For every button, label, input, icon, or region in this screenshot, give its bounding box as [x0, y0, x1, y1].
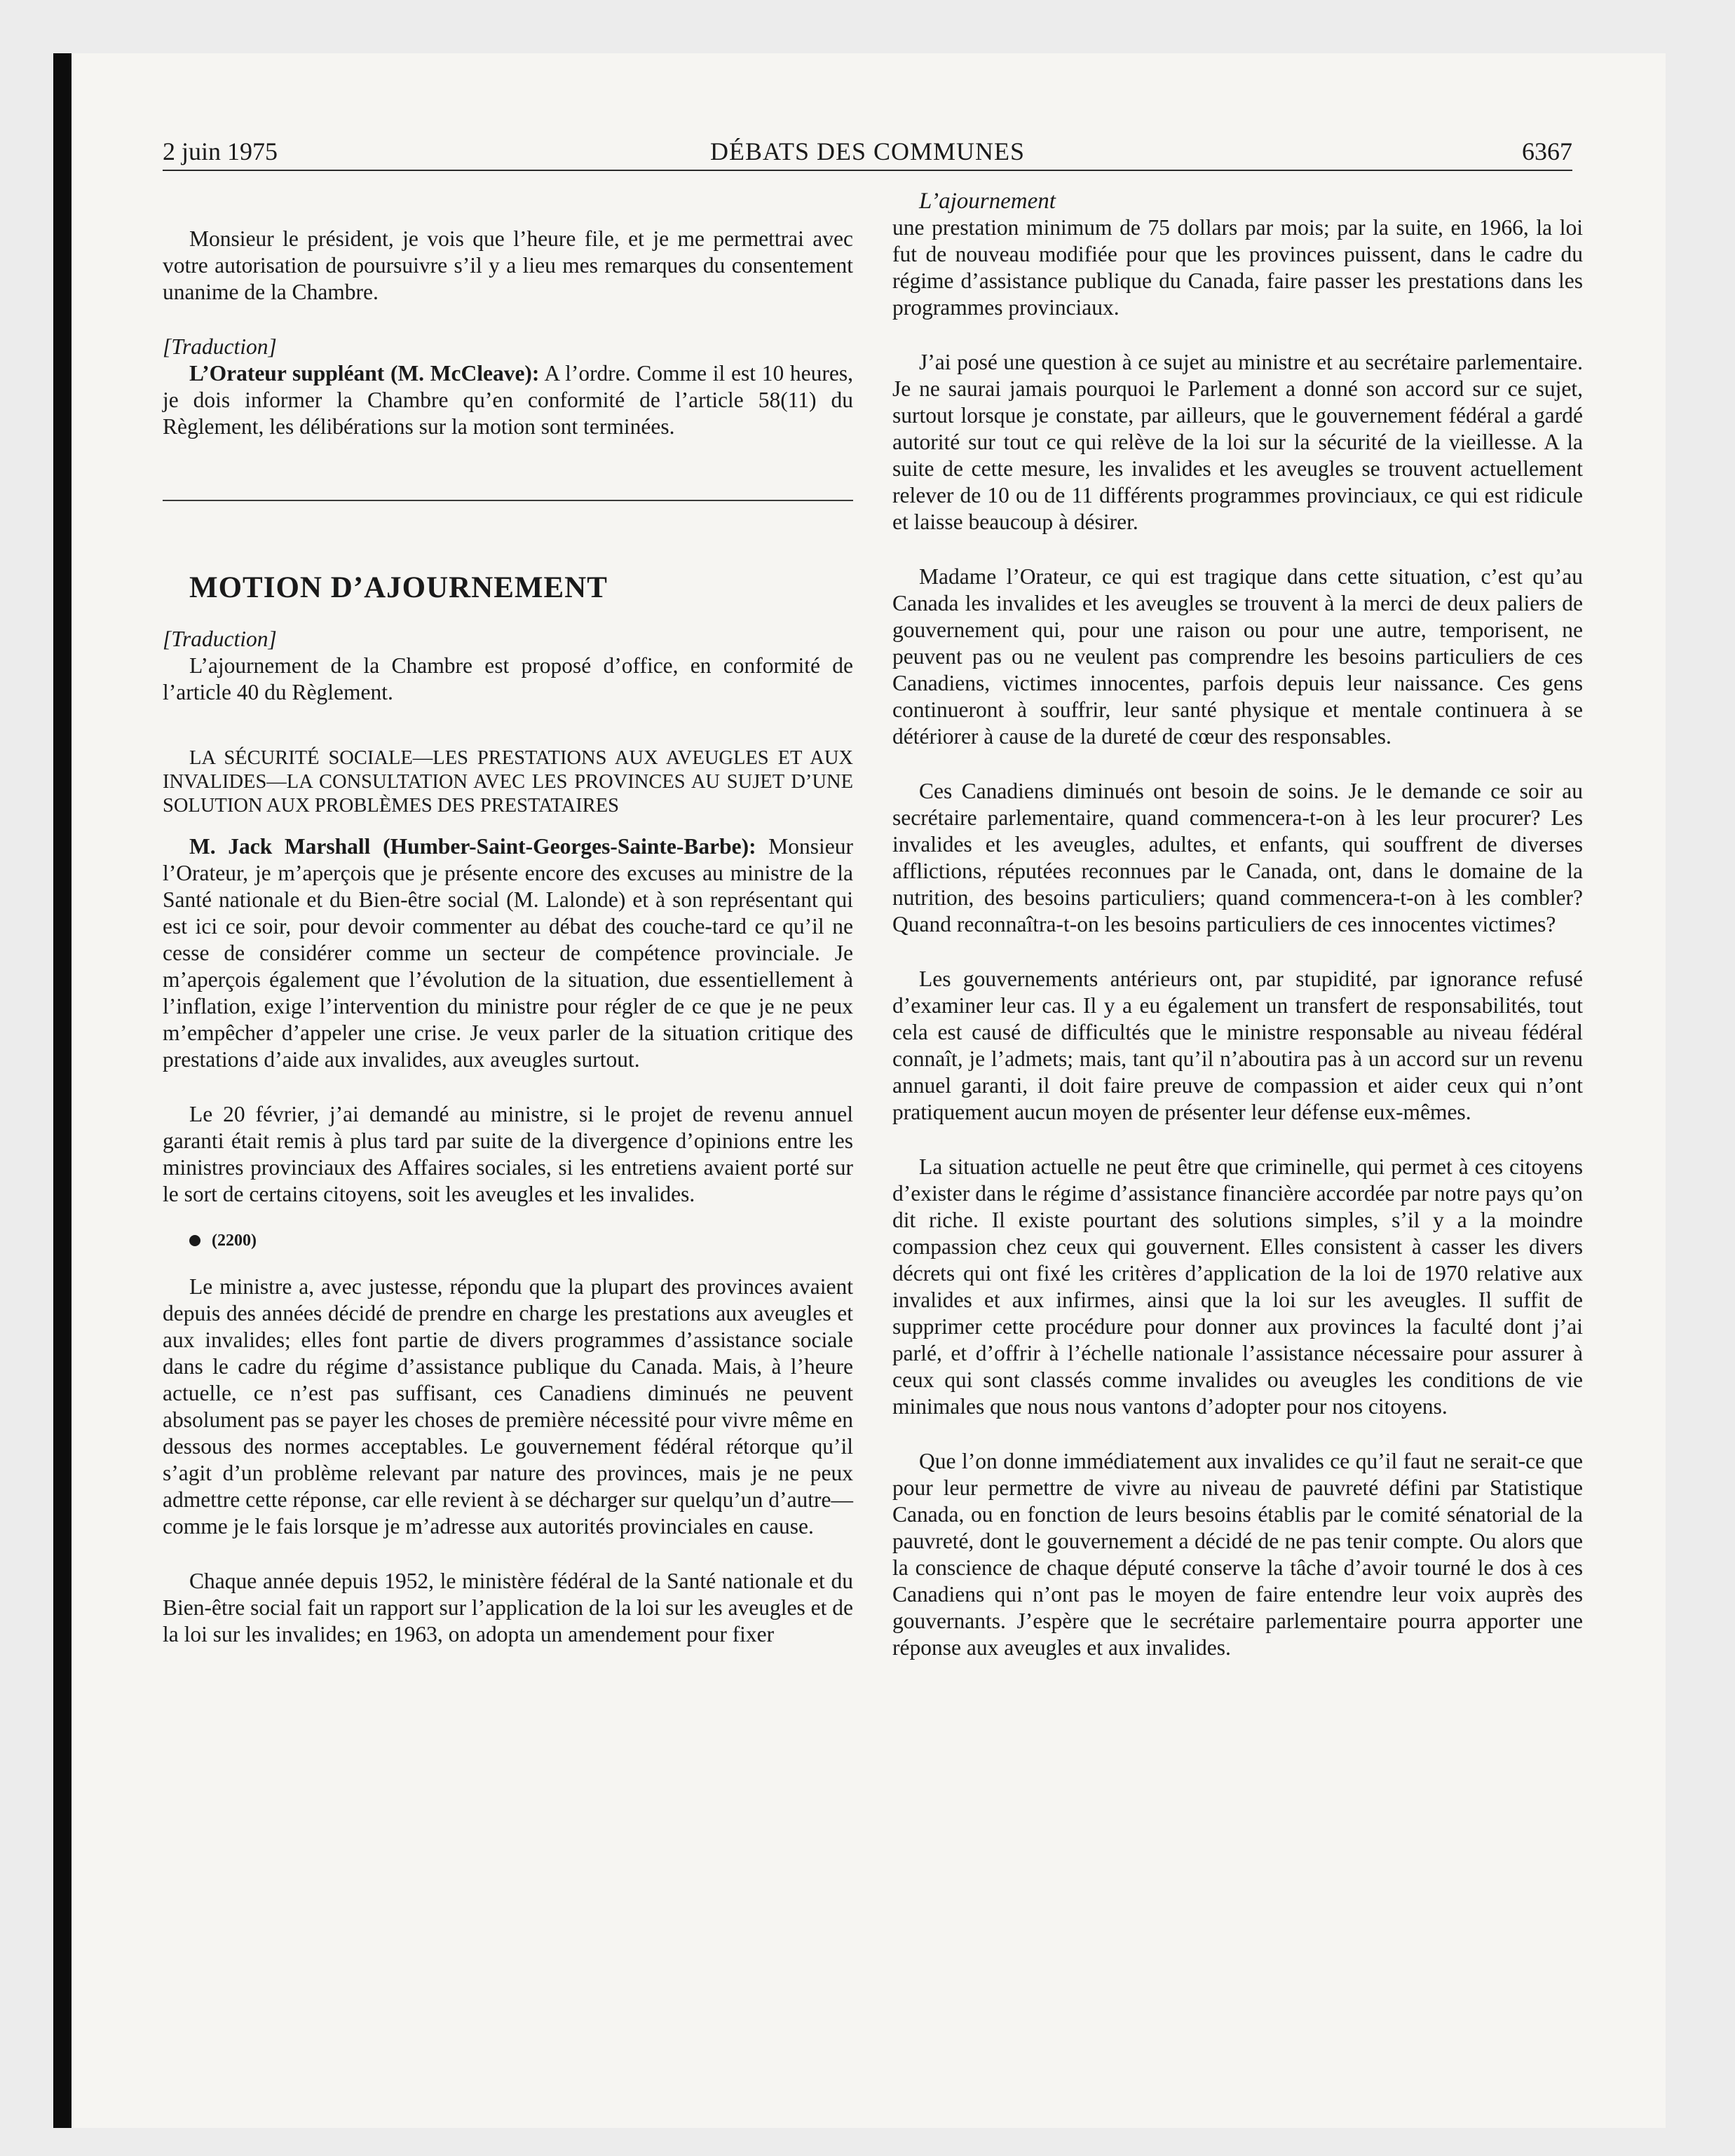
translation-tag: [Traduction] [163, 627, 277, 651]
timestamp [163, 1229, 853, 1253]
speech-text: A l’ordre. Comme il est 10 heures, je dois informer la Chambre qu’en conformité de l’article 58(11) du Règlement, les délibérations sur la motion sont terminées. [163, 361, 853, 439]
paragraph: Les gouvernements antérieurs ont, par stupidité, par ignorance refusé d’examiner leur cas. Il y a eu également un transfert de responsabilités, tout cela est causé de difficultés que le ministre responsable au niveau fédéral connaît, je l’admets; mais, tant qu’il n’aboutira pas à un accord sur un revenu annuel garanti, il doit faire preuve de compassion et aider ceux qui n’ont pratiquement aucun moyen de présenter leur défense eux-mêmes. [892, 967, 1583, 1124]
paragraph: Monsieur le président, je vois que l’heure file, et je me permettrai avec votre autorisation de poursuivre s’il y a lieu mes remarques du consentement unanime de la Chambre. [163, 226, 853, 304]
running-subhead: L’ajournement [919, 189, 1056, 214]
speaker-name: L’Orateur suppléant (M. McCleave): [189, 361, 540, 386]
paragraph: Chaque année depuis 1952, le ministère fédéral de la Santé nationale et du Bien-être social fait un rapport sur l’application de la loi sur les aveugles et de la loi sur les invalides; en 1963, on adopta un amendement pour fixer [163, 1569, 853, 1646]
timestamp-text: (2200) [212, 1231, 257, 1250]
paragraph [163, 833, 853, 1073]
paragraph [163, 360, 853, 440]
debate-subheading: LA SÉCURITÉ SOCIALE—LES PRESTATIONS AUX AVEUGLES ET AUX INVALIDES—LA CONSULTATION AVEC LES PROVINCES AU SUJET D’UNE SOLUTION AUX PROBLÈMES DES PRESTATAIRES [163, 747, 853, 817]
bullet-icon [189, 1235, 200, 1246]
paragraph: J’ai posé une question à ce sujet au ministre et au secrétaire parlementaire. Je ne saurai jamais pourquoi le Parlement a donné son accord sur ce sujet, surtout lorsque je constate, par ailleurs, que le gouvernement fédéral a gardé autorité sur tout ce qui relève de la loi sur la sécurité de la vieillesse. A la suite de cette mesure, les invalides et les aveugles se trouvent actuellement relever de 10 ou de 11 différents programmes provinciaux, ce qui est ridicule et laisse beaucoup à désirer. [892, 350, 1583, 534]
speaker-name: M. Jack Marshall (Humber-Saint-Georges-Sainte-Barbe): [189, 834, 756, 859]
header-page-number: 6367 [1522, 137, 1572, 165]
translation-tag: [Traduction] [163, 334, 277, 359]
paragraph: L’ajournement de la Chambre est proposé d’office, en conformité de l’article 40 du Règlement. [163, 653, 853, 704]
paragraph: Madame l’Orateur, ce qui est tragique dans cette situation, c’est qu’au Canada les invalides et les aveugles se trouvent à la merci de deux paliers de gouvernement qui, pour une raison ou pour une autre, temporisent, ne peuvent pas ou ne veulent pas comprendre les besoins particuliers de ces Canadiens, victimes innocentes, parfois depuis leur naissance. Ces gens continueront à souffrir, leur santé physique et mentale continuera à se détériorer à cause de la dureté de cœur des responsables. [892, 564, 1583, 749]
paragraph: La situation actuelle ne peut être que criminelle, qui permet à ces citoyens d’exister dans le régime d’assistance financière accordée par notre pays qu’on dit riche. Il existe pourtant des solutions simples, s’il y a la moindre compassion chez ceux qui gouvernent. Elles consistent à casser les divers décrets qui ont fixé les critères d’application de la loi de 1970 relative aux invalides et aux infirmes, ainsi que la loi sur les aveugles. Il suffit de supprimer cette procédure pour donner aux provinces la faculté dont j’ai parlé, et d’offrir à l’échelle nationale l’assistance nécessaire pour assurer à ceux qui sont classés comme invalides ou aveugles les conditions de vie minimales que nous nous vantons d’adopter pour nos citoyens. [892, 1154, 1583, 1419]
paragraph: Que l’on donne immédiatement aux invalides ce qu’il faut ne serait-ce que pour leur permettre de vivre au niveau de pauvreté défini par Statistique Canada, ou en fonction de leurs besoins établis par le comité sénatorial de la pauvreté, dont le gouvernement a décidé de ne pas tenir compte. Ou alors que la conscience de chaque député conserve la tâche d’avoir tourné le dos à ces Canadiens qui n’ont pas le moyen de faire entendre leur voix auprès des gouvernants. J’espère que le secrétaire parlementaire pourra apporter une réponse aux aveugles et aux invalides. [892, 1449, 1583, 1660]
header-rule [163, 170, 1572, 171]
header-date: 2 juin 1975 [163, 137, 278, 165]
left-column [163, 188, 853, 1648]
speech-text: Monsieur l’Orateur, je m’aperçois que je présente encore des excuses au ministre de la Santé nationale et du Bien-être social (M. Lalonde) et à son représentant qui est ici ce soir, pour devoir commenter au débat des couche-tard ce qu’il ne cesse de considérer comme un secteur de compétence provinciale. Je m’aperçois également que l’évolution de la situation, due essentiellement à l’inflation, exige l’intervention du ministre pour régler de ce que je ne peux m’empêcher d’appeler une crise. Je veux parler de la situation critique des prestations d’aide aux invalides, aux aveugles surtout. [163, 834, 853, 1072]
paragraph: Le ministre a, avec justesse, répondu que la plupart des provinces avaient depuis des années décidé de prendre en charge les prestations aux aveugles et aux invalides; elles font partie de divers programmes d’assistance sociale dans le cadre du régime d’assistance publique du Canada. Mais, à l’heure actuelle, ce n’est pas suffisant, ces Canadiens diminués ne peuvent absolument pas se payer les choses de première nécessité pour vivre même en dessous des normes acceptables. Le gouvernement fédéral rétorque qu’il s’agit d’un problème relevant par nature des provinces, mais je ne peux admettre cette réponse, car elle revient à se décharger sur quelqu’un d’autre—comme je le fais lorsque je m’adresse aux autorités provinciales en cause. [163, 1274, 853, 1538]
right-column [892, 188, 1583, 1661]
section-title: MOTION D’AJOURNEMENT [189, 571, 608, 604]
paragraph: Ces Canadiens diminués ont besoin de soins. Je le demande ce soir au secrétaire parlementaire, quand commencera-t-on à les leur procurer? Les invalides et les aveugles, adultes, et enfants, qui souffrent de diverses afflictions, réputées reconnues par le Canada, ont, dans le domaine de la nutrition, des besoins particuliers; quand commencera-t-on à les combler? Quand reconnaîtra-t-on les besoins particuliers de ces innocentes victimes? [892, 779, 1583, 936]
paragraph: Le 20 février, j’ai demandé au ministre, si le projet de revenu annuel garanti était remis à plus tard par suite de la divergence d’opinions entre les ministres provinciaux des Affaires sociales, si les entretiens avaient porté sur le sort de certains citoyens, soit les aveugles et les invalides. [163, 1102, 853, 1206]
paragraph: une prestation minimum de 75 dollars par mois; par la suite, en 1966, la loi fut de nouveau modifiée pour que les provinces puissent, dans le cadre du régime d’assistance publique du Canada, faire passer les prestations dans les programmes provinciaux. [892, 215, 1583, 320]
header-title: DÉBATS DES COMMUNES [709, 137, 1026, 165]
